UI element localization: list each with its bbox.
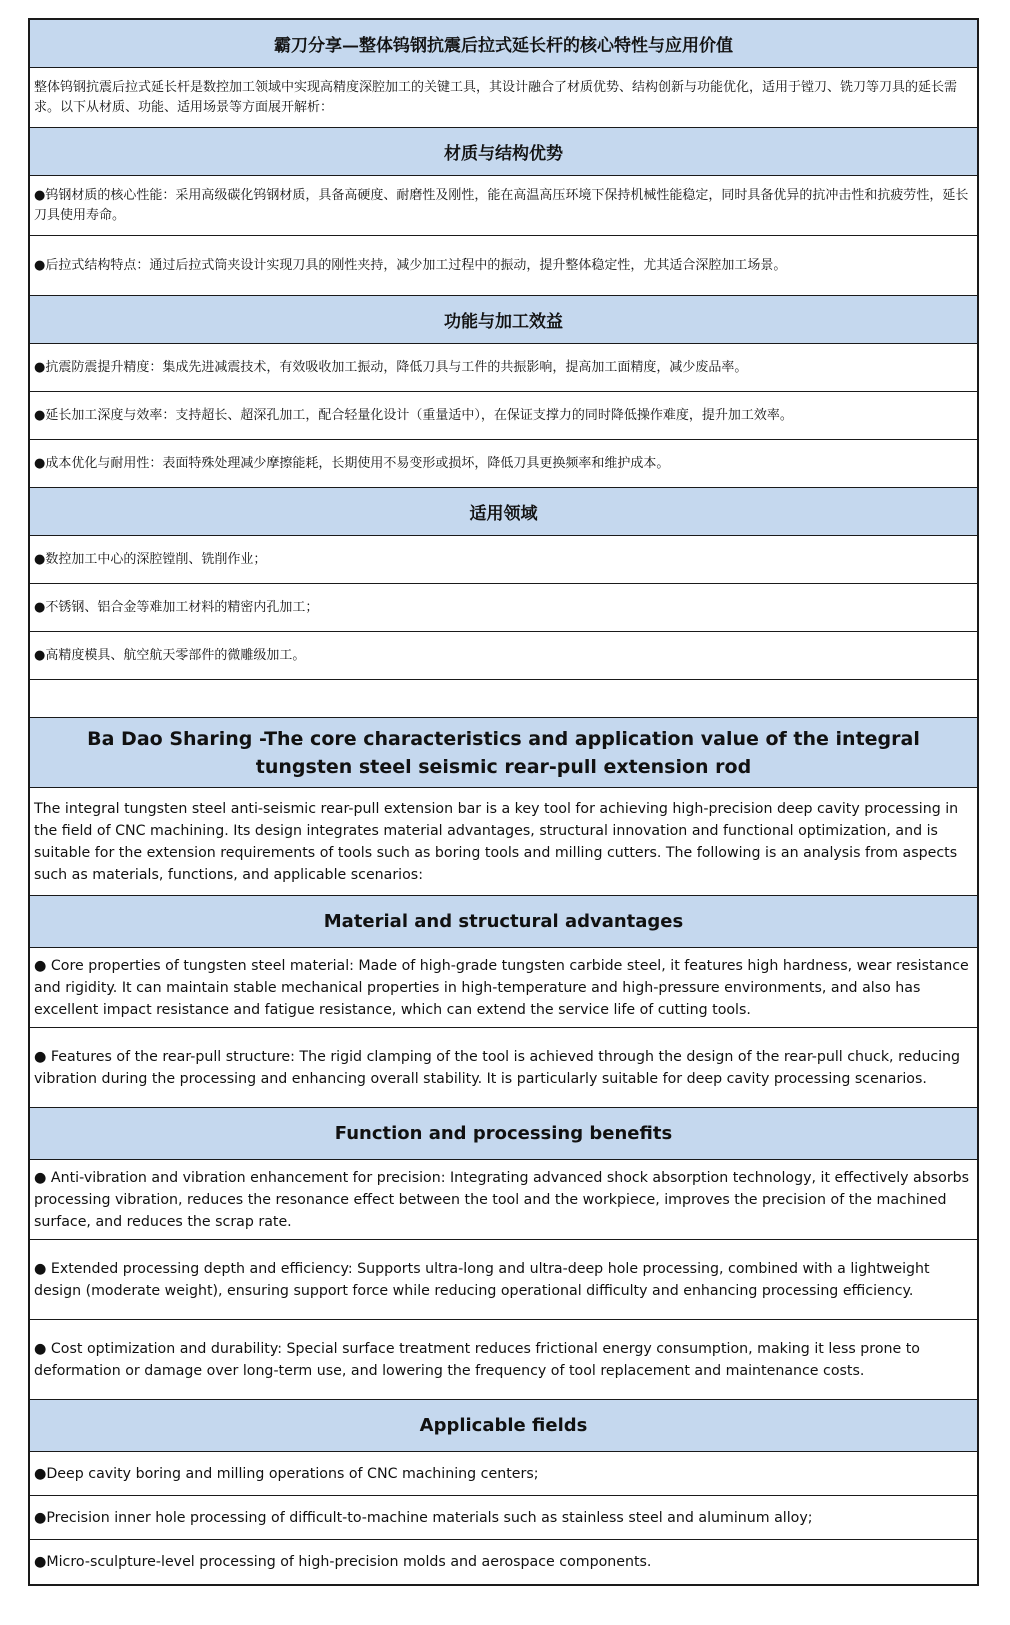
cn-sec2-item: ●延长加工深度与效率：支持超长、超深孔加工，配合轻量化设计（重量适中），在保证支撑力的同时降低操作难度，提升加工效率。 bbox=[30, 392, 977, 440]
en-sec1-item: ● Features of the rear-pull structure: The rigid clamping of the tool is achieved through the design of the rear-pull chuck, reducing vibration during the processing and enhancing overall stability. It is particularly suitable for deep cavity processing scenarios. bbox=[30, 1028, 977, 1108]
cn-sec3-heading: 适用领域 bbox=[30, 488, 977, 536]
cn-title: 霸刀分享—整体钨钢抗震后拉式延长杆的核心特性与应用价值 bbox=[30, 20, 977, 68]
cn-sec2-item: ●成本优化与耐用性：表面特殊处理减少摩擦能耗，长期使用不易变形或损坏，降低刀具更换频率和维护成本。 bbox=[30, 440, 977, 488]
cn-intro: 整体钨钢抗震后拉式延长杆是数控加工领域中实现高精度深腔加工的关键工具，其设计融合了材质优势、结构创新与功能优化，适用于镗刀、铣刀等刀具的延长需求。以下从材质、功能、适用场景等方面展开解析： bbox=[30, 68, 977, 128]
cn-sec3-item: ●数控加工中心的深腔镗削、铣削作业； bbox=[30, 536, 977, 584]
document-table bbox=[28, 18, 979, 1586]
cn-sec1-heading: 材质与结构优势 bbox=[30, 128, 977, 176]
cn-sec2-heading: 功能与加工效益 bbox=[30, 296, 977, 344]
en-sec3-heading: Applicable fields bbox=[30, 1400, 977, 1452]
en-title: Ba Dao Sharing -The core characteristics and application value of the integral tungsten steel seismic rear-pull extension rod bbox=[30, 718, 977, 788]
en-sec3-item: ●Deep cavity boring and milling operations of CNC machining centers; bbox=[30, 1452, 977, 1496]
en-sec3-item: ●Precision inner hole processing of difficult-to-machine materials such as stainless steel and aluminum alloy; bbox=[30, 1496, 977, 1540]
cn-sec2-item: ●抗震防震提升精度：集成先进减震技术，有效吸收加工振动，降低刀具与工件的共振影响，提高加工面精度，减少废品率。 bbox=[30, 344, 977, 392]
spacer-row bbox=[30, 680, 977, 718]
cn-sec1-item: ●后拉式结构特点：通过后拉式筒夹设计实现刀具的刚性夹持，减少加工过程中的振动，提升整体稳定性，尤其适合深腔加工场景。 bbox=[30, 236, 977, 296]
en-sec2-item: ● Extended processing depth and efficiency: Supports ultra-long and ultra-deep hole processing, combined with a lightweight design (moderate weight), ensuring support force while reducing operational difficulty and enhancing processing efficiency. bbox=[30, 1240, 977, 1320]
en-sec1-item: ● Core properties of tungsten steel material: Made of high-grade tungsten carbide steel, it features high hardness, wear resistance and rigidity. It can maintain stable mechanical properties in high-temperature and high-pressure environments, and also has excellent impact resistance and fatigue resistance, which can extend the service life of cutting tools. bbox=[30, 948, 977, 1028]
en-sec2-heading: Function and processing benefits bbox=[30, 1108, 977, 1160]
cn-sec1-item: ●钨钢材质的核心性能：采用高级碳化钨钢材质，具备高硬度、耐磨性及刚性，能在高温高压环境下保持机械性能稳定，同时具备优异的抗冲击性和抗疲劳性，延长刀具使用寿命。 bbox=[30, 176, 977, 236]
cn-sec3-item: ●高精度模具、航空航天零部件的微雕级加工。 bbox=[30, 632, 977, 680]
en-sec3-item: ●Micro-sculpture-level processing of high-precision molds and aerospace components. bbox=[34, 1554, 652, 1570]
en-sec2-item: ● Cost optimization and durability: Special surface treatment reduces frictional energy consumption, making it less prone to deformation or damage over long-term use, and lowering the frequency of tool replacement and maintenance costs. bbox=[30, 1320, 977, 1400]
en-intro: The integral tungsten steel anti-seismic rear-pull extension bar is a key tool for achieving high-precision deep cavity processing in the field of CNC machining. Its design integrates material advantages, structural innovation and functional optimization, and is suitable for the extension requirements of tools such as boring tools and milling cutters. The following is an analysis from aspects such as materials, functions, and applicable scenarios: bbox=[30, 788, 977, 896]
en-sec2-item: ● Anti-vibration and vibration enhancement for precision: Integrating advanced shock absorption technology, it effectively absorbs processing vibration, reduces the resonance effect between the tool and the workpiece, improves the precision of the machined surface, and reduces the scrap rate. bbox=[30, 1160, 977, 1240]
cn-sec3-item: ●不锈钢、铝合金等难加工材料的精密内孔加工； bbox=[30, 584, 977, 632]
en-sec1-heading: Material and structural advantages bbox=[30, 896, 977, 948]
